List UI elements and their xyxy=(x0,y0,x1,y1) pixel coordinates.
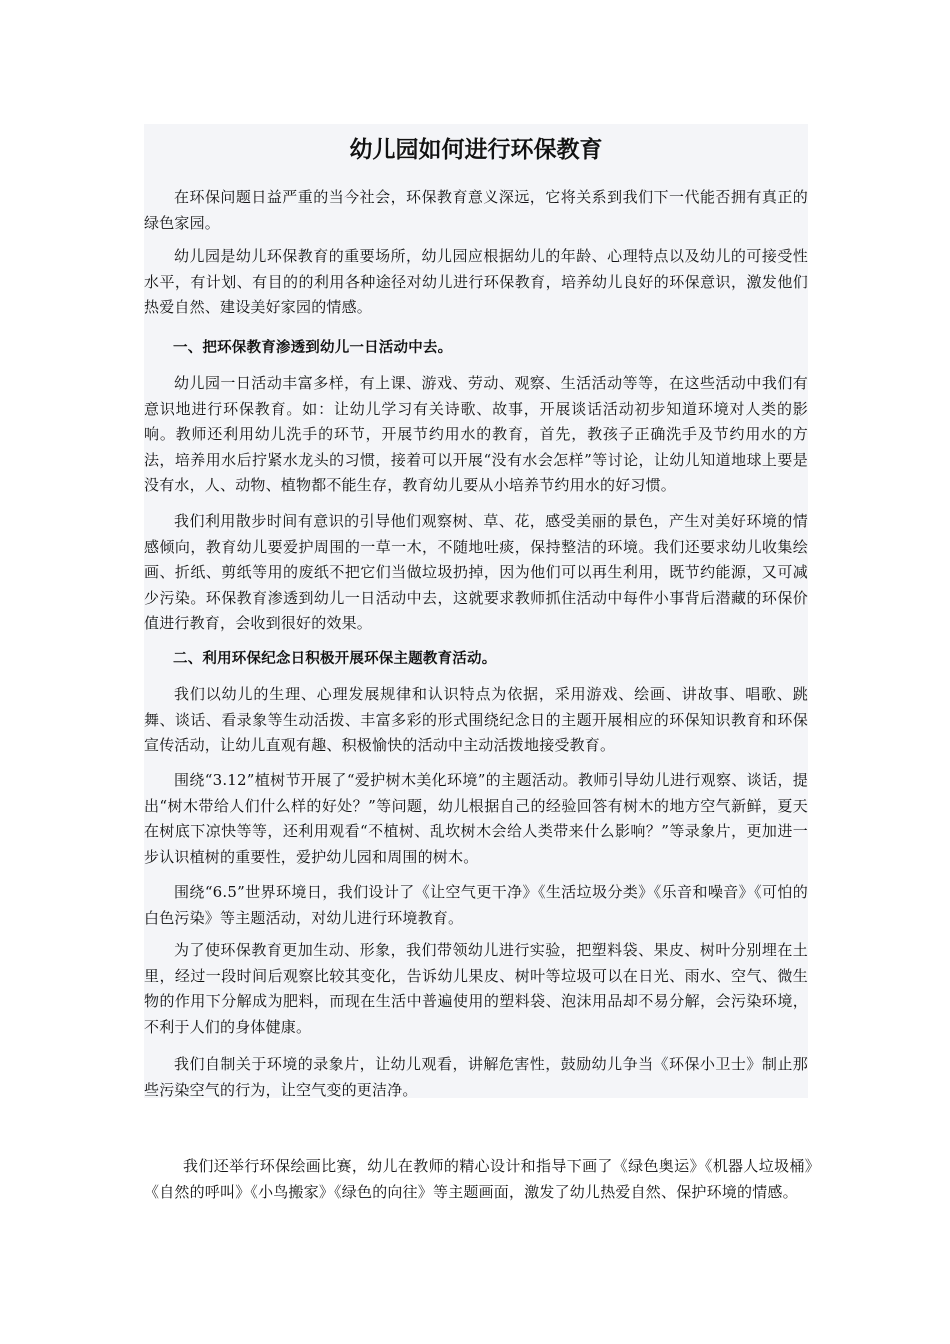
paragraph-walk-observation: 我们利用散步时间有意识的引导他们观察树、草、花，感受美丽的景色，产生对美好环境的情感倾向，教育幼儿要爱护周围的一草一木，不随地吐痰，保持整洁的环境。我们还要求幼儿收集绘画、折纸、剪纸等用的废纸不把它们当做垃圾扔掉，因为他们可以再生利用，既节约能源，又可减少污染。环保教育渗透到幼儿一日活动中去，这就要求教师抓住活动中每件小事背后潜藏的环保价值进行教育，会收到很好的效果。 xyxy=(144,512,808,632)
section-heading-1: 一、把环保教育渗透到幼儿一日活动中去。 xyxy=(173,340,453,356)
paragraph-arbor-day: 围绕“3.12”植树节开展了“爱护树木美化环境”的主题活动。教师引导幼儿进行观察、谈话，提出“树木带给人们什么样的好处？”等问题，幼儿根据自己的经验回答有树木的地方空气新鲜，夏天在树底下凉快等等，还利用观看“不植树、乱坎树木会给人类带来什么影响？”等录象片，更加进一步认识植树的重要性，爱护幼儿园和周围的树木。 xyxy=(144,771,808,866)
paragraph-kindergarten-role: 幼儿园是幼儿环保教育的重要场所，幼儿园应根据幼儿的年龄、心理特点以及幼儿的可接受性水平，有计划、有目的的利用各种途径对幼儿进行环保教育，培养幼儿良好的环保意识，激发他们热爱自然、建设美好家园的情感。 xyxy=(144,247,808,316)
paragraph-experiment: 为了使环保教育更加生动、形象，我们带领幼儿进行实验，把塑料袋、果皮、树叶分别埋在土里，经过一段时间后观察比较其变化，告诉幼儿果皮、树叶等垃圾可以在日光、雨水、空气、微生物的作用下分解成为肥料，而现在生活中普遍使用的塑料袋、泡沫用品却不易分解，会污染环境，不利于人们的身体健康。 xyxy=(144,941,808,1036)
paragraph-video: 我们自制关于环境的录象片，让幼儿观看，讲解危害性，鼓励幼儿争当《环保小卫士》制止那些污染空气的行为，让空气变的更洁净。 xyxy=(144,1055,808,1099)
document-title: 幼儿园如何进行环保教育 xyxy=(349,137,603,163)
section-heading-2: 二、利用环保纪念日积极开展环保主题教育活动。 xyxy=(173,651,497,667)
paragraph-intro: 在环保问题日益严重的当今社会，环保教育意义深远，它将关系到我们下一代能否拥有真正的绿色家园。 xyxy=(144,188,808,232)
paragraph-methods: 我们以幼儿的生理、心理发展规律和认识特点为依据，采用游戏、绘画、讲故事、唱歌、跳舞、谈话、看录象等生动活拨、丰富多彩的形式围绕纪念日的主题开展相应的环保知识教育和环保宣传活动，让幼儿直观有趣、积极愉快的活动中主动活拨地接受教育。 xyxy=(144,685,808,754)
paragraph-daily-activities: 幼儿园一日活动丰富多样，有上课、游戏、劳动、观察、生活活动等等，在这些活动中我们有意识地进行环保教育。如：让幼儿学习有关诗歌、故事，开展谈话活动初步知道环境对人类的影响。教师还利用幼儿洗手的环节，开展节约用水的教育，首先，教孩子正确洗手及节约用水的方法，培养用水后拧紧水龙头的习惯，接着可以开展“没有水会怎样”等讨论，让幼儿知道地球上要是没有水，人、动物、植物都不能生存，教育幼儿要从小培养节约用水的好习惯。 xyxy=(144,374,808,494)
paragraph-environment-day: 围绕“6.5”世界环境日，我们设计了《让空气更干净》《生活垃圾分类》《乐音和噪音》《可怕的白色污染》等主题活动，对幼儿进行环境教育。 xyxy=(144,883,808,927)
paragraph-drawing-contest: 我们还举行环保绘画比赛，幼儿在教师的精心设计和指导下画了《绿色奥运》《机器人垃圾桶》《自然的呼叫》《小鸟搬家》《绿色的向往》等主题画面，激发了幼儿热爱自然、保护环境的情感。 xyxy=(144,1157,820,1201)
